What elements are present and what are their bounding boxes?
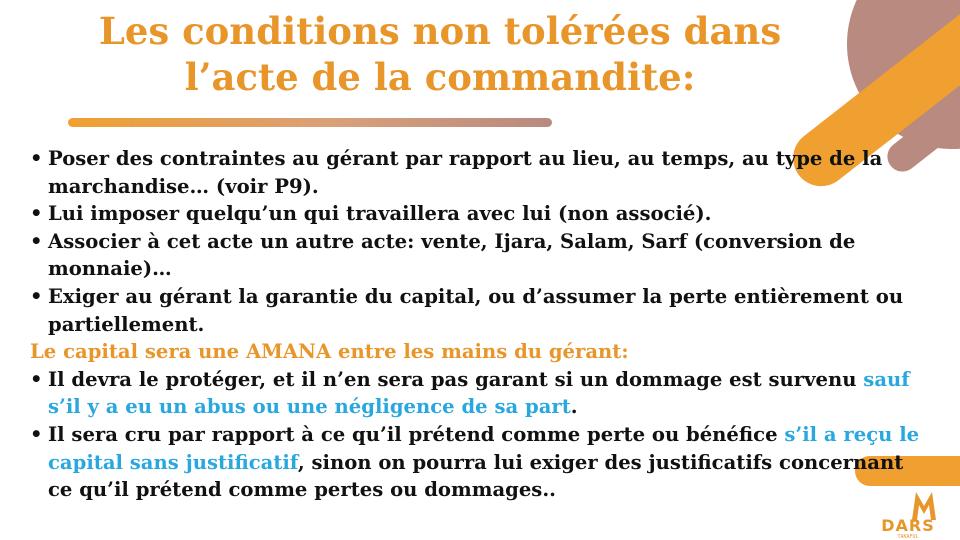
amana-highlight-line: Le capital sera une AMANA entre les mains du gérant:	[30, 340, 629, 364]
bullet-text: Lui imposer quelqu’un qui travaillera avec lui (non associé).	[48, 202, 712, 226]
bullet-dot: •	[30, 202, 43, 226]
bullet-dot: •	[30, 229, 43, 253]
bullet-item	[30, 228, 930, 283]
bullet-item	[30, 421, 930, 504]
slide-title: Les conditions non tolérées dans l’acte de la commandite:	[98, 9, 782, 99]
bullet-text-part: , sinon on pourra lui exiger des justificatifs concernant ce qu’il prétend comme pertes ou dommages..	[48, 450, 904, 502]
bullet-highlight-blue: s’il a reçu le capital sans justificatif	[48, 422, 920, 474]
bullet-item	[30, 283, 930, 338]
title-underline-bar	[68, 118, 552, 127]
bullet-text: Poser des contraintes au gérant par rapport au lieu, au temps, au type de la marchandise… (voir P9).	[48, 147, 883, 198]
bullet-dot: •	[30, 147, 43, 170]
slide-content	[30, 145, 930, 504]
bullet-text-part: Il devra le protéger, et il n’en sera pas garant si un dommage est survenu	[48, 367, 864, 391]
bullet-text-part: .	[570, 395, 578, 419]
bullet-highlight-blue: sauf s’il y a eu un abus ou une négligence de sa part	[48, 367, 910, 419]
bullet-text: Associer à cet acte un autre acte: vente, Ijara, Salam, Sarf (conversion de monnaie)…	[48, 229, 856, 281]
logo-wordmark: DARS	[881, 516, 935, 535]
bullet-item	[30, 366, 930, 421]
bullet-text: Exiger au gérant la garantie du capital, ou d’assumer la perte entièrement ou partiellement.	[48, 284, 904, 336]
bullet-dot: •	[30, 422, 43, 446]
bullet-text-part: Il sera cru par rapport à ce qu’il prétend comme perte ou bénéfice	[48, 422, 785, 446]
logo-subtext: TAKAFUL	[897, 534, 919, 540]
bullet-item	[30, 145, 930, 200]
bullet-dot: •	[30, 284, 43, 308]
bullet-item	[30, 200, 930, 228]
bullet-dot: •	[30, 367, 43, 391]
